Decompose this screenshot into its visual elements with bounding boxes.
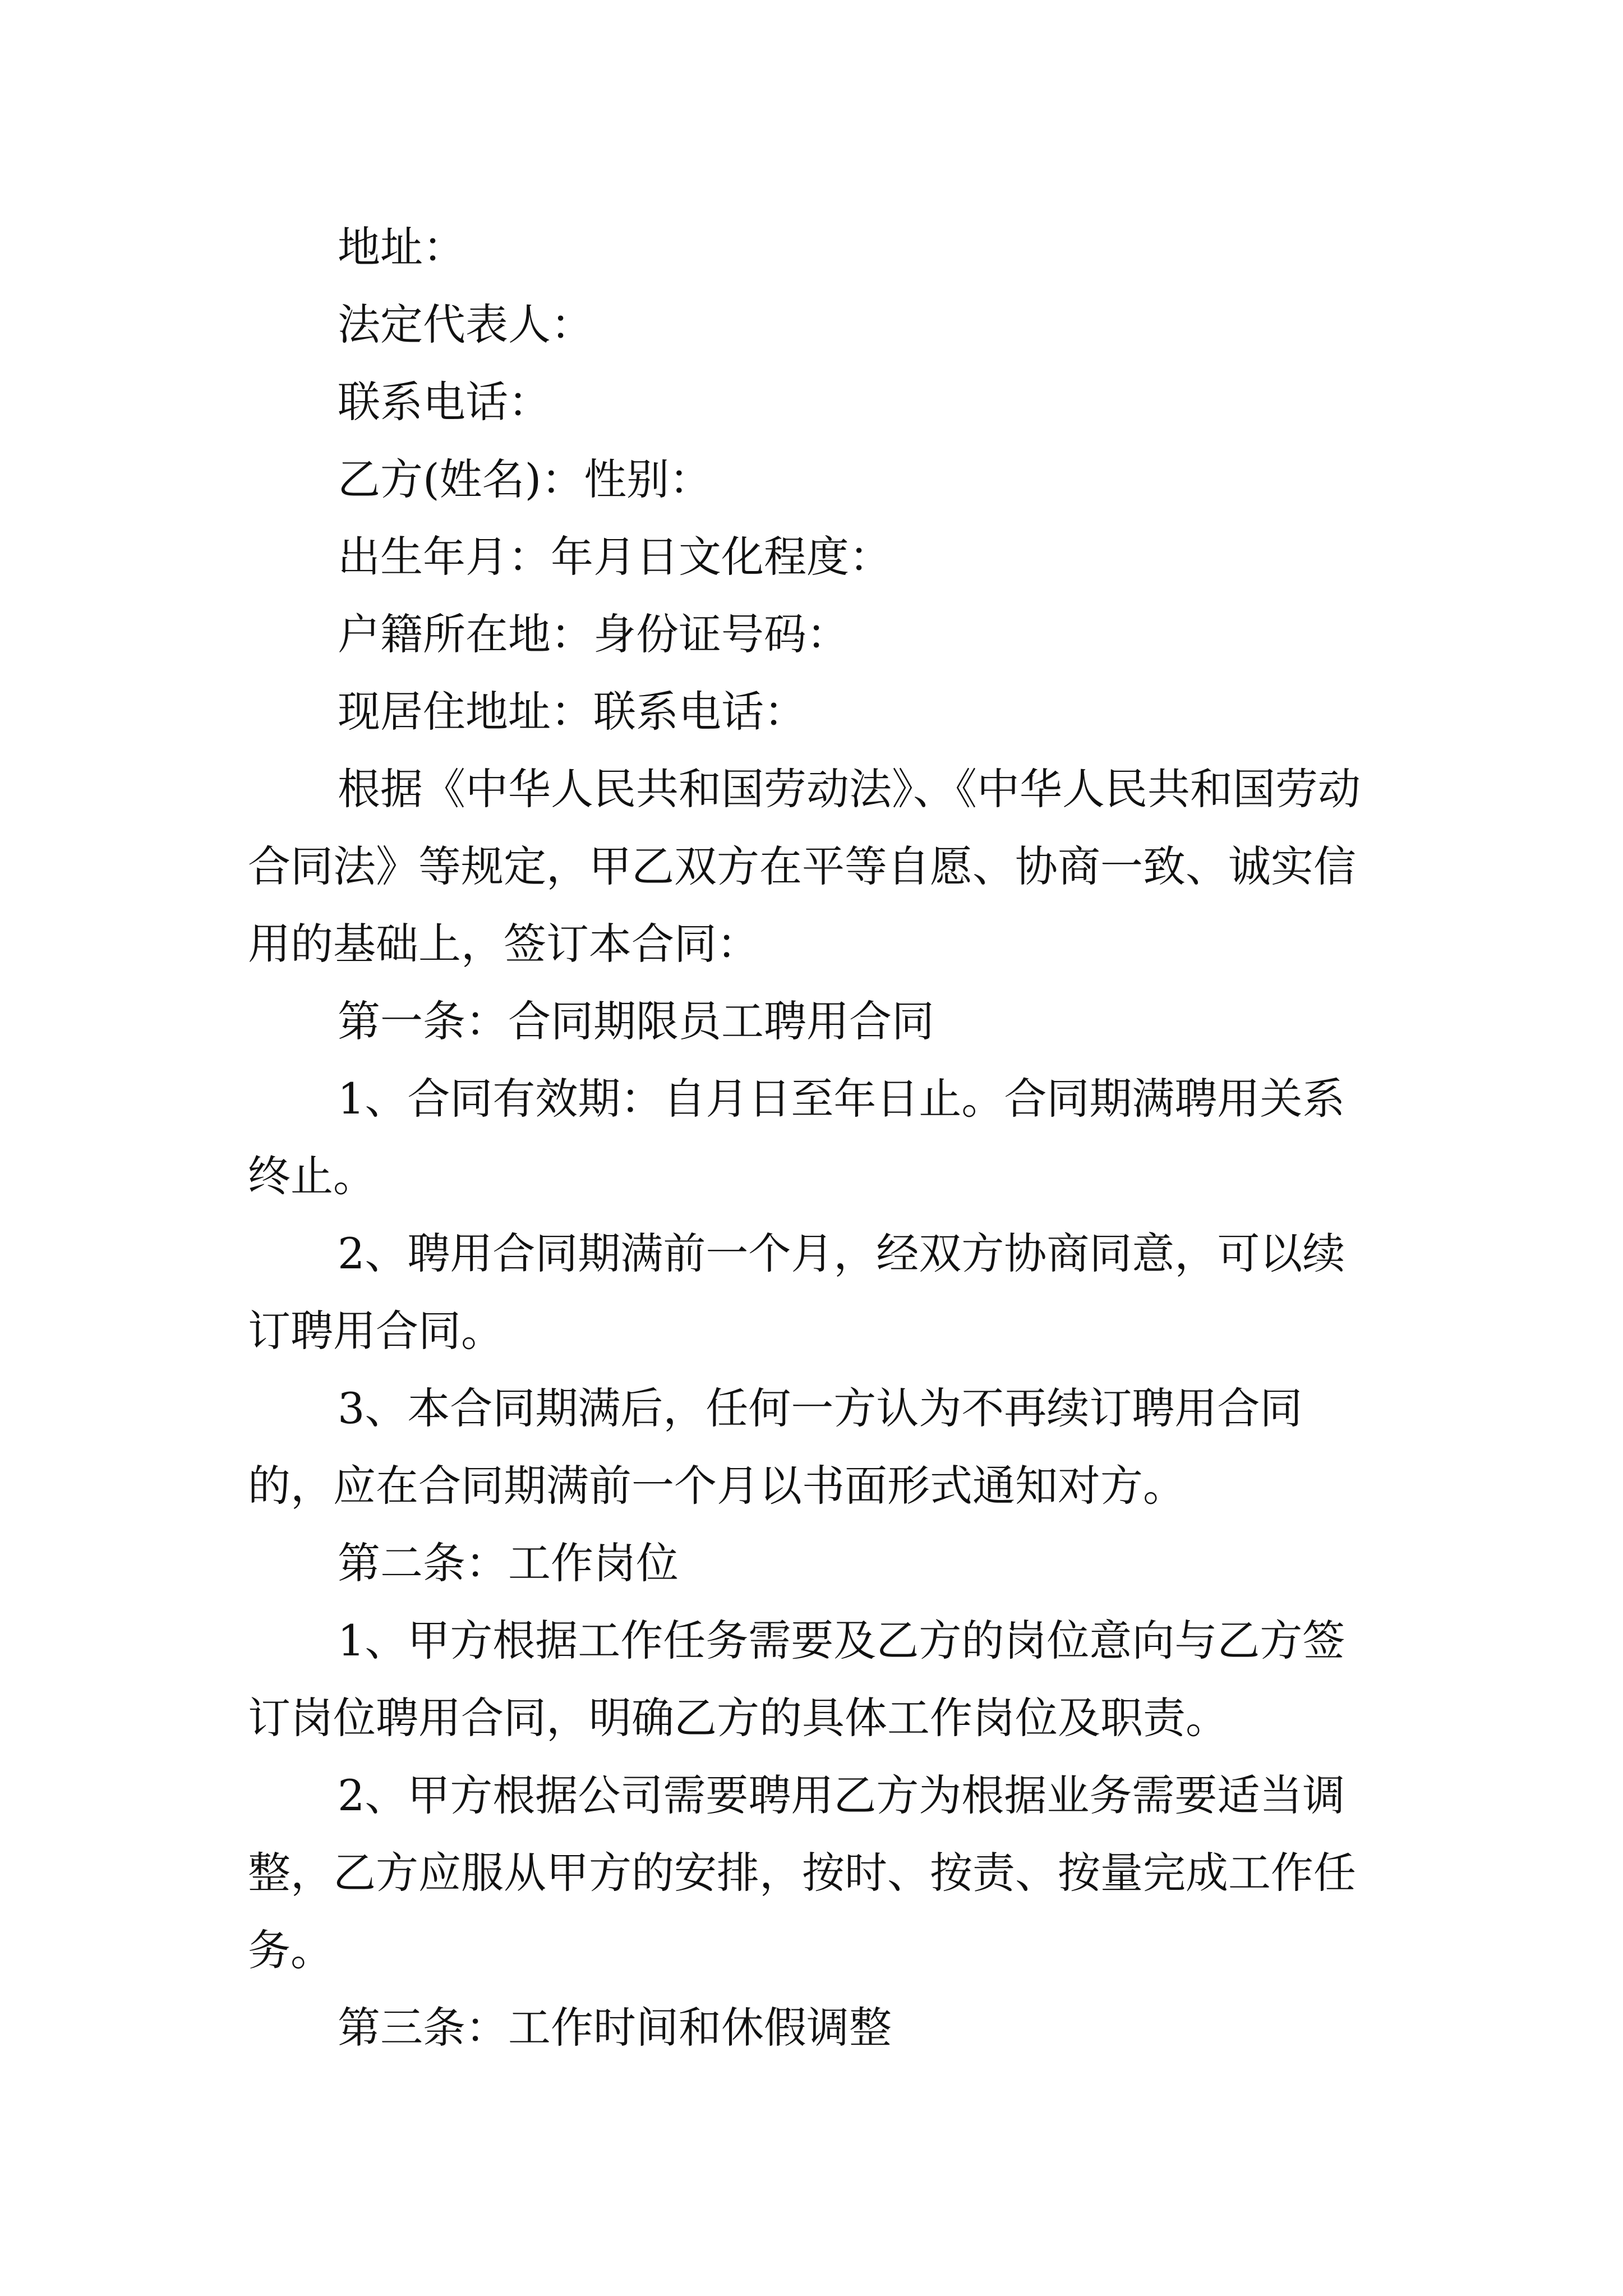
paragraph-legal-basis: 根据《中华人民共和国劳动法》、《中华人民共和国劳动合同法》等规定，甲乙双方在平等自愿、协商一致、诚实信用的基础上，签订本合同： [248,764,1361,969]
field-current-address-phone: 现居住地址：联系电话： [338,687,806,737]
article-2-item-1: 1、甲方根据工作任务需要及乙方的岗位意向与乙方签订岗位聘用合同，明确乙方的具体工作岗位及职责。 [248,1616,1345,1743]
article-2-item-2: 2、甲方根据公司需要聘用乙方为根据业务需要适当调整，乙方应服从甲方的安排，按时、按责、按量完成工作任务。 [248,1770,1356,1975]
field-legal-representative: 法定代表人： [338,300,593,349]
article-1-item-2: 2、聘用合同期满前一个月，经双方协商同意，可以续订聘用合同。 [248,1228,1345,1356]
document-body [248,209,1386,2067]
article-3-heading: 第三条：工作时间和休假调整 [338,2003,892,2053]
field-household-id: 户籍所在地：身份证号码： [338,609,849,659]
article-2-heading: 第二条：工作岗位 [338,1538,679,1588]
article-1-heading: 第一条：合同期限员工聘用合同 [338,996,934,1046]
article-1-item-3: 3、本合同期满后，任何一方认为不再续订聘用合同的，应在合同期满前一个月以书面形式通知对方。 [248,1383,1303,1511]
field-party-b-name-gender: 乙方(姓名)：性别： [338,454,712,504]
article-1-item-1: 1、合同有效期：自月日至年日止。合同期满聘用关系终止。 [248,1074,1345,1201]
field-contact-phone: 联系电话： [338,377,551,427]
field-address: 地址： [338,222,465,272]
field-birth-education: 出生年月：年月日文化程度： [338,532,892,582]
